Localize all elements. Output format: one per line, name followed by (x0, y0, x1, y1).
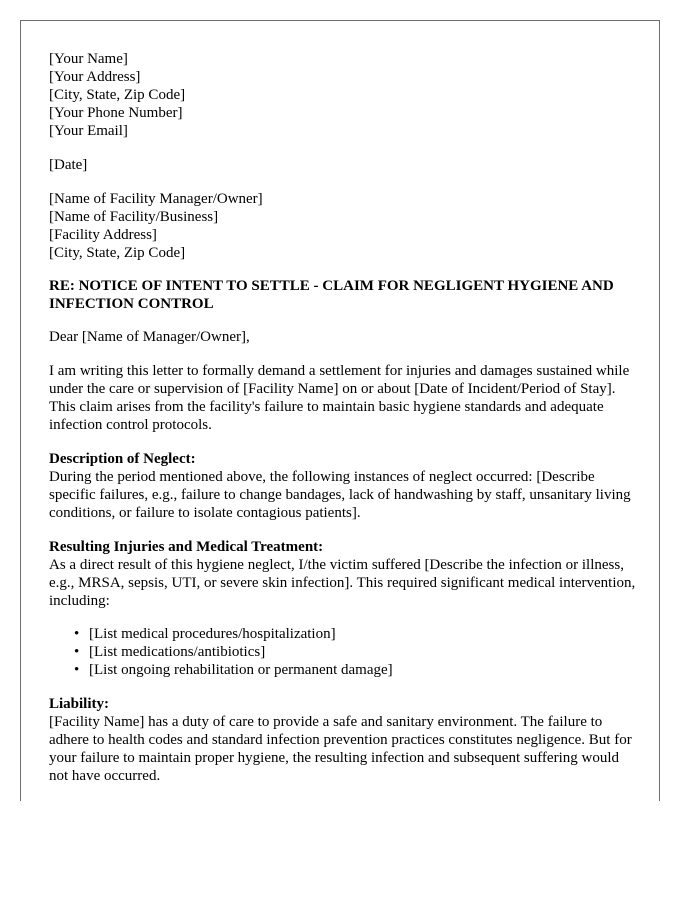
liability-text: [Facility Name] has a duty of care to provide a safe and sanitary environment. The failure to adhere to health codes and standard infection prevention practices constitutes negligence. But for your failure to maintain proper hygiene, the resulting infection and subsequent suffering would not have occurred. (49, 714, 632, 784)
letter-content (49, 50, 639, 785)
intro-paragraph: I am writing this letter to formally demand a settlement for injuries and damages sustained while under the care or supervision of [Facility Name] on or about [Date of Incident/Period of Stay]. This claim arises from the facility's failure to maintain basic hygiene standards and adequate infection control protocols. (49, 363, 630, 433)
recipient-name: [Name of Facility Manager/Owner] (49, 191, 263, 207)
list-item-text: [List medical procedures/hospitalization] (89, 626, 336, 642)
letter-page (20, 20, 660, 801)
sender-name: [Your Name] (49, 51, 128, 67)
list-item (74, 661, 639, 679)
list-item (74, 643, 639, 661)
salutation: Dear [Name of Manager/Owner], (49, 329, 250, 345)
bullet-icon: • (74, 644, 80, 660)
list-item (74, 625, 639, 643)
sender-city-state-zip: [City, State, Zip Code] (49, 87, 186, 103)
sender-address: [Your Address] (49, 69, 141, 85)
neglect-text: During the period mentioned above, the following instances of neglect occurred: [Describe specific failures, e.g., failure to change bandages, lack of handwashing by staff, unsanitary living conditions, or failure to isolate contagious patients]. (49, 469, 631, 521)
date-block (49, 156, 639, 174)
injuries-list (49, 625, 639, 679)
bullet-icon: • (74, 626, 80, 642)
liability-heading: Liability: (49, 696, 110, 712)
neglect-heading: Description of Neglect: (49, 451, 196, 467)
subject-line: RE: NOTICE OF INTENT TO SETTLE - CLAIM FOR NEGLIGENT HYGIENE AND INFECTION CONTROL (49, 278, 614, 312)
sender-email: [Your Email] (49, 123, 128, 139)
neglect-section (49, 450, 639, 522)
injuries-heading: Resulting Injuries and Medical Treatment: (49, 539, 324, 555)
list-item-text: [List medications/antibiotics] (89, 644, 266, 660)
injuries-section (49, 538, 639, 610)
recipient-address: [Facility Address] (49, 227, 157, 243)
recipient-block (49, 190, 639, 262)
recipient-city-state-zip: [City, State, Zip Code] (49, 245, 186, 261)
bullet-icon: • (74, 662, 80, 678)
recipient-facility: [Name of Facility/Business] (49, 209, 219, 225)
sender-block (49, 50, 639, 140)
liability-section (49, 695, 639, 785)
letter-date: [Date] (49, 157, 88, 173)
list-item-text: [List ongoing rehabilitation or permanent damage] (89, 662, 393, 678)
injuries-text: As a direct result of this hygiene neglect, I/the victim suffered [Describe the infection or illness, e.g., MRSA, sepsis, UTI, or severe skin infection]. This required significant medical intervention, including: (49, 557, 636, 609)
sender-phone: [Your Phone Number] (49, 105, 183, 121)
